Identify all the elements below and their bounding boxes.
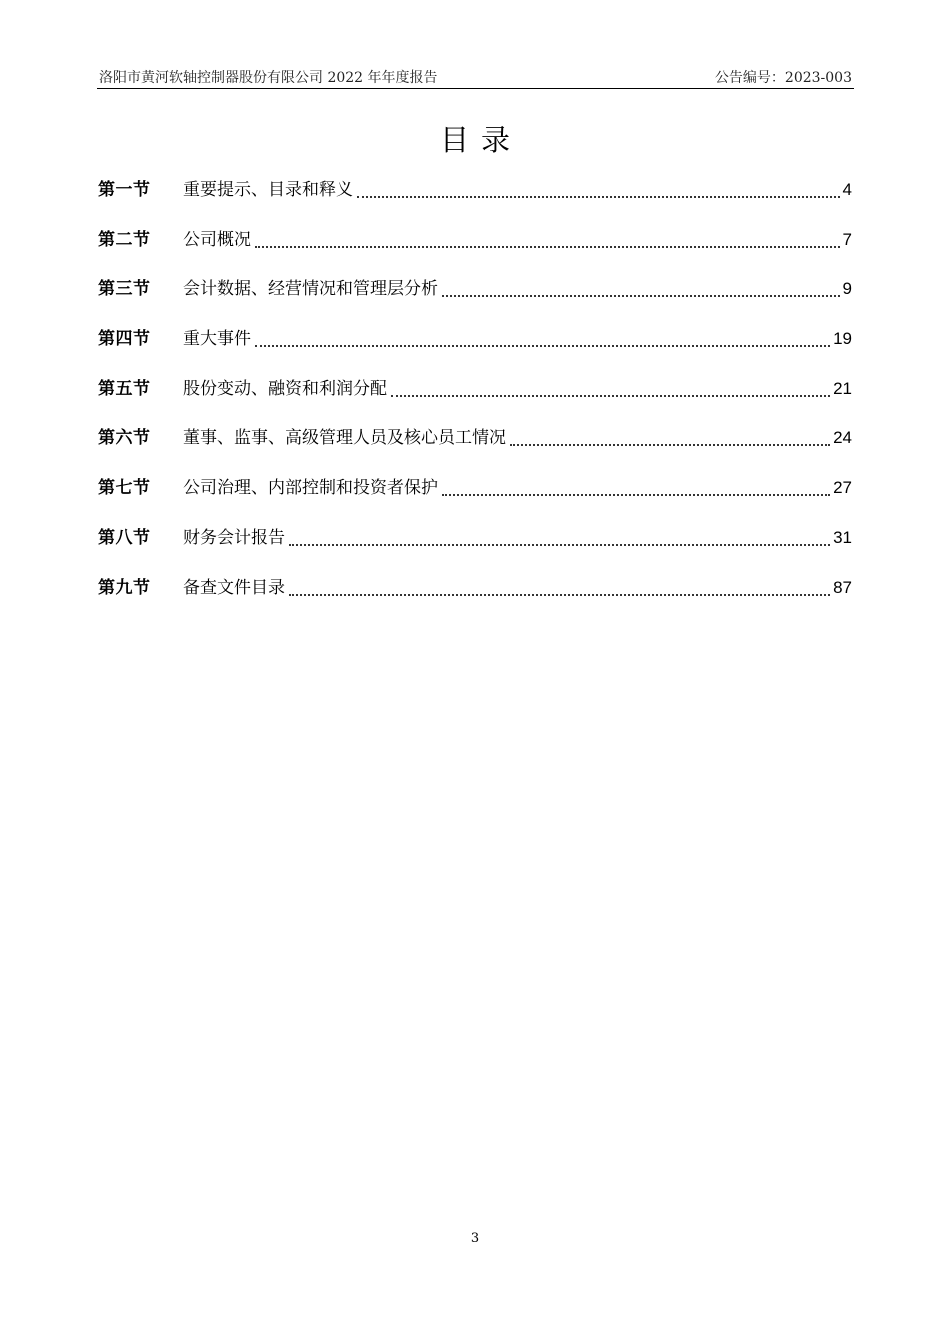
toc-entry[interactable]: [98, 375, 852, 425]
toc-entry-page: 9: [842, 279, 852, 299]
toc-entry[interactable]: [98, 474, 852, 524]
toc-entry[interactable]: [98, 226, 852, 276]
toc-entry-label: 董事、监事、高级管理人员及核心员工情况: [183, 428, 506, 449]
toc-entry-page: 27: [833, 478, 852, 498]
header-announcement-number: 公告编号：2023-003: [714, 70, 852, 86]
toc-dot-leader: [442, 474, 830, 496]
toc-entry-page: 87: [833, 577, 852, 597]
toc-entry[interactable]: [98, 275, 852, 325]
toc-dot-leader: [442, 275, 840, 297]
toc-entry-section: 第六节: [98, 428, 151, 449]
toc-dot-leader: [255, 226, 840, 248]
toc-entry-section: 第五节: [98, 378, 151, 399]
toc-entry-section: 第七节: [98, 478, 151, 499]
toc-entry-section: 第四节: [98, 329, 151, 350]
toc-dot-leader: [357, 176, 840, 198]
toc-entry-page: 21: [833, 378, 852, 398]
toc-title: 目录: [439, 123, 522, 157]
toc-entry-label: 公司治理、内部控制和投资者保护: [183, 478, 438, 499]
toc-dot-leader: [255, 325, 830, 347]
toc-entry-section: 第二节: [98, 229, 151, 250]
toc-entry[interactable]: [98, 574, 852, 624]
toc-entry-label: 备查文件目录: [183, 577, 285, 598]
table-of-contents: [98, 176, 852, 623]
toc-entry[interactable]: [98, 325, 852, 375]
toc-entry-label: 重要提示、目录和释义: [183, 180, 353, 200]
toc-entry[interactable]: [98, 524, 852, 574]
toc-entry-section: 第九节: [98, 577, 151, 598]
toc-entry-label: 股份变动、融资和利润分配: [183, 378, 387, 399]
toc-entry-label: 公司概况: [183, 229, 251, 250]
header-company-report-title: 洛阳市黄河软轴控制器股份有限公司 2022 年年度报告: [99, 70, 438, 86]
toc-dot-leader: [289, 574, 830, 596]
page-number: 3: [470, 1231, 480, 1246]
toc-entry[interactable]: [98, 176, 852, 226]
toc-entry-label: 财务会计报告: [183, 527, 285, 548]
toc-entry-section: 第八节: [98, 527, 151, 548]
toc-entry-page: 24: [833, 428, 852, 448]
toc-entry-section: 第一节: [98, 180, 151, 200]
toc-dot-leader: [510, 424, 830, 446]
toc-entry-page: 31: [833, 527, 852, 547]
toc-dot-leader: [289, 524, 830, 546]
toc-dot-leader: [391, 375, 830, 397]
toc-entry-label: 重大事件: [183, 329, 251, 350]
toc-entry-label: 会计数据、经营情况和管理层分析: [183, 279, 438, 300]
toc-entry-page: 7: [842, 229, 852, 249]
page-header: [97, 66, 854, 89]
toc-entry[interactable]: [98, 424, 852, 474]
toc-entry-page: 19: [833, 329, 852, 349]
toc-entry-page: 4: [842, 180, 852, 199]
toc-entry-section: 第三节: [98, 279, 151, 300]
